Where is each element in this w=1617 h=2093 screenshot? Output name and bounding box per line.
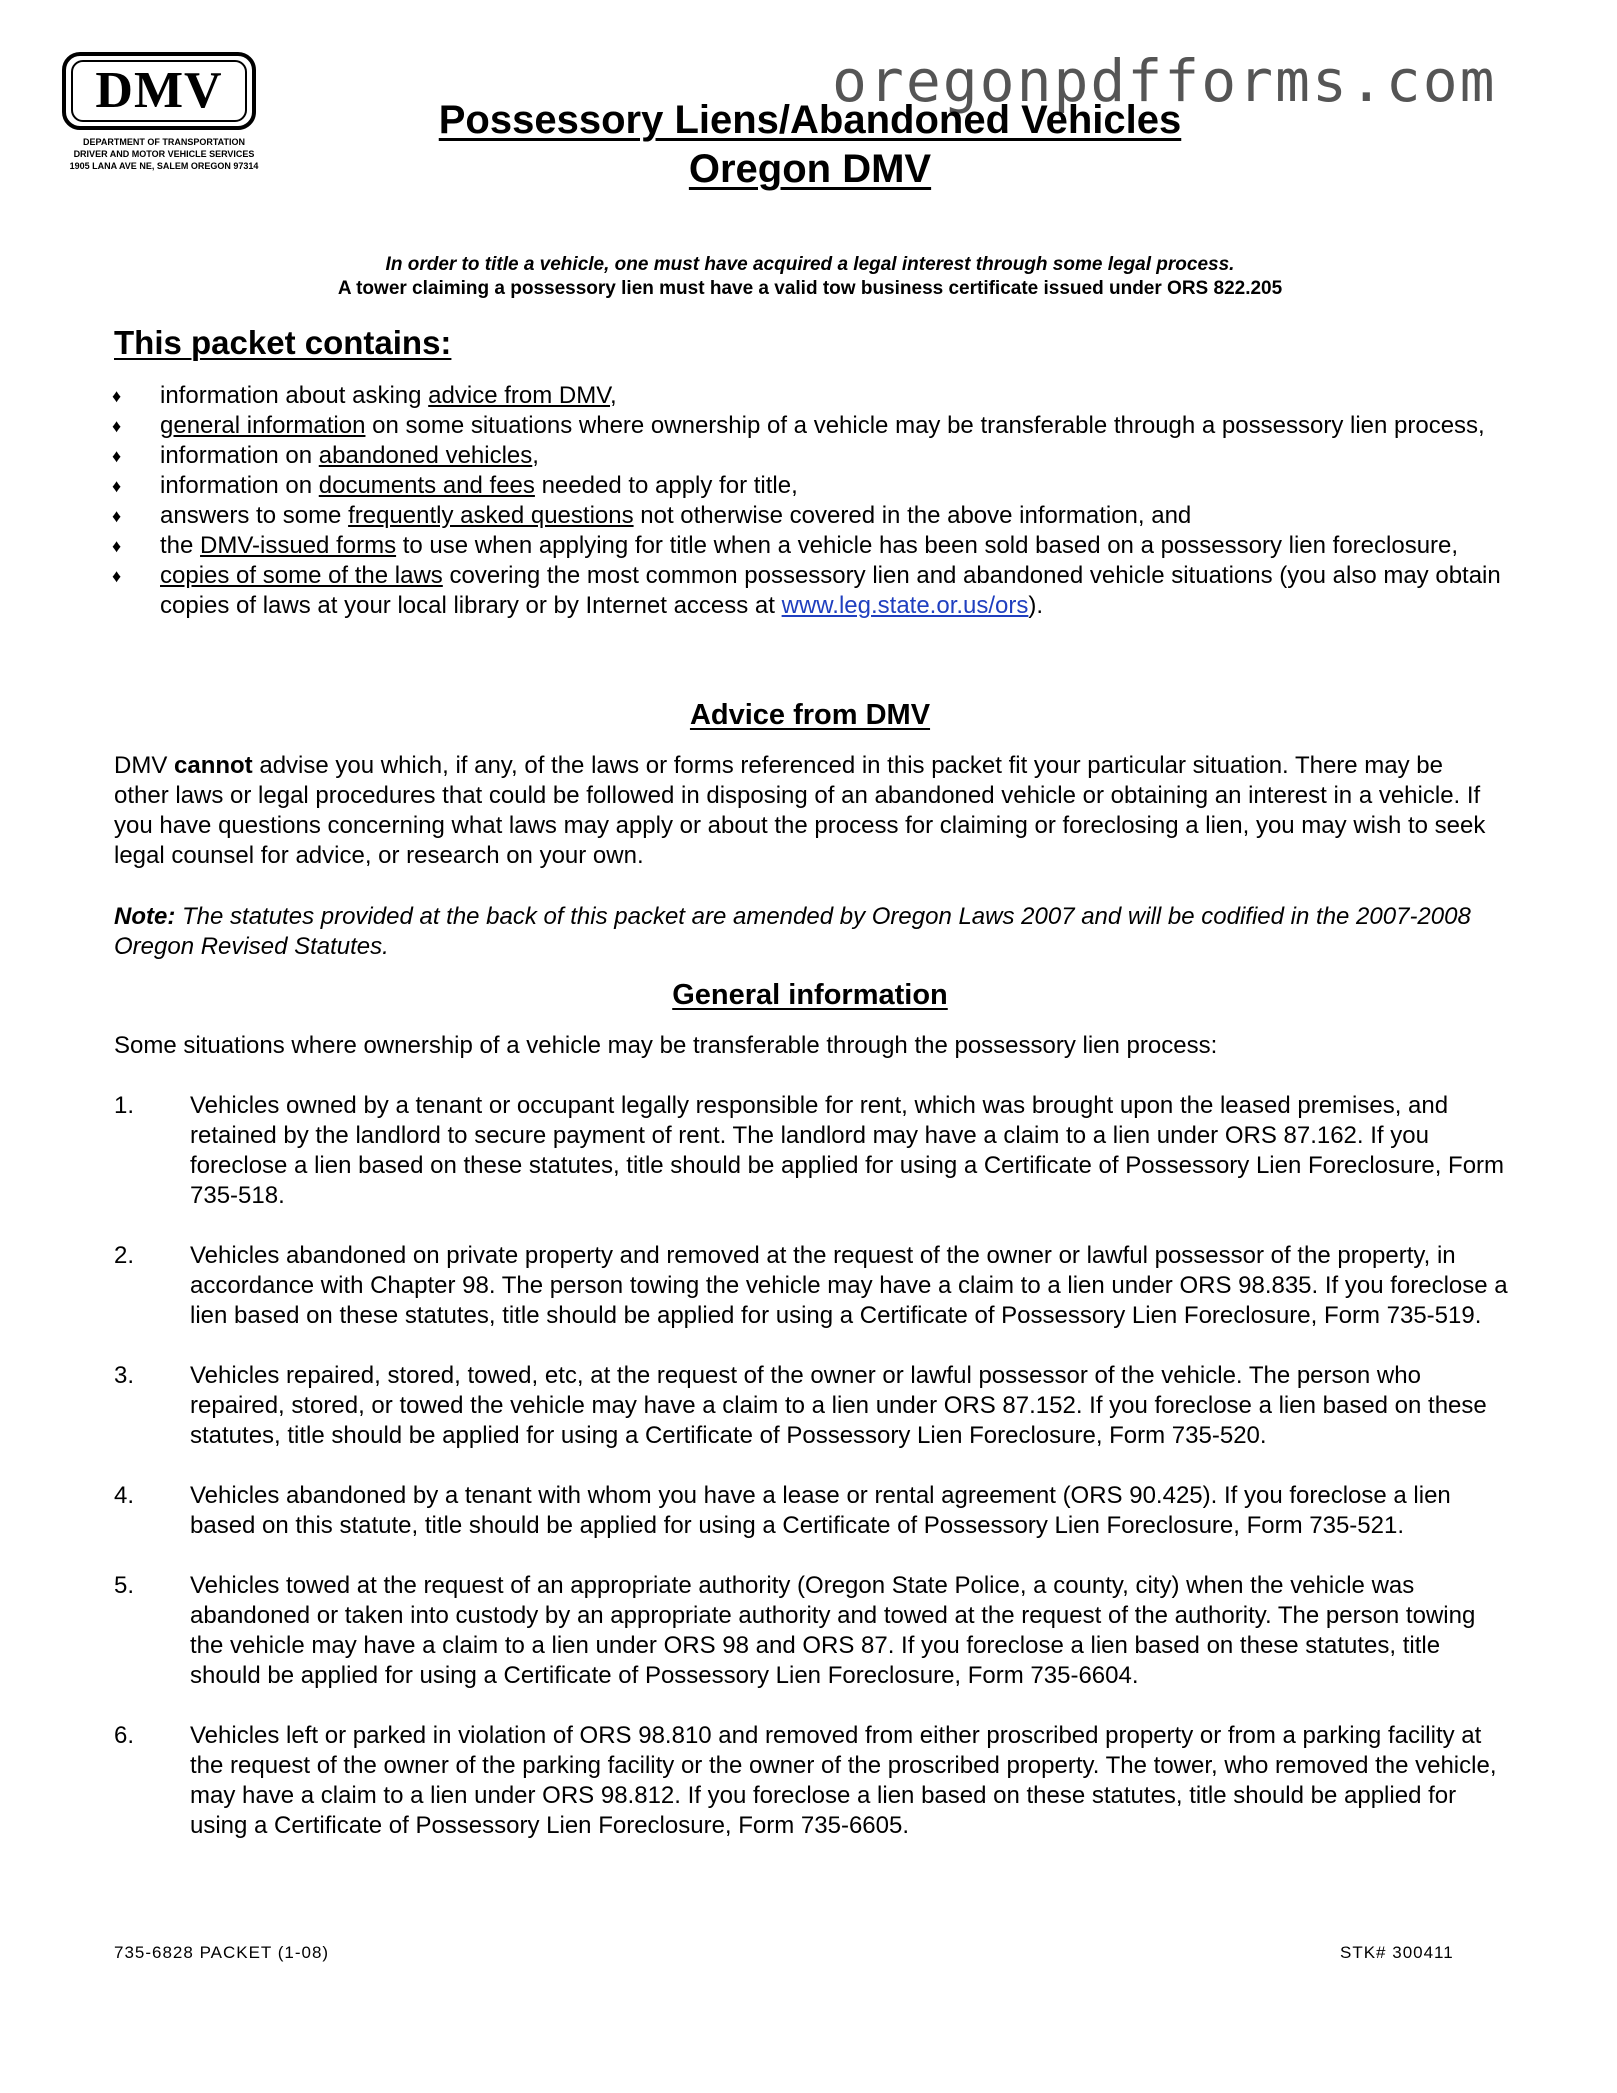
item-text: Vehicles left or parked in violation of ORS 98.810 and removed from either proscribed property or from a parking facility at the request of the owner of the parking facility or the owner of the proscribed property. The tower, who removed the vehicle, may have a claim to a lien under ORS 98.812. If you foreclose a lien based on these statutes, title should be applied for using a Certificate of Possessory Lien Foreclosure, Form 735-6605.	[190, 1722, 1497, 1839]
item-number: 4.	[114, 1482, 135, 1509]
item-text: Vehicles abandoned on private property and removed at the request of the owner or lawful possessor of the property, in accordance with Chapter 98. The person towing the vehicle may have a claim to a lien under ORS 98.835. If you foreclose a lien based on these statutes, title should be applied for using a Certificate of Possessory Lien Foreclosure, Form 735-519.	[190, 1242, 1508, 1329]
logo-line-3: 1905 LANA AVE NE, SALEM OREGON 97314	[69, 161, 259, 171]
advice-body: advise you which, if any, of the laws or forms referenced in this packet fit your particular situation. There may be other laws or legal procedures that could be followed in disposing of an abandoned vehicle or obtaining an interest in a vehicle. If you have questions concerning what laws may apply or about the process for claiming or foreclosing a lien, you may wish to seek legal counsel for advice, or research on your own.	[114, 752, 1486, 869]
item-text: information about asking	[160, 382, 429, 409]
advice-heading-text: Advice from DMV	[689, 699, 931, 731]
item-number: 6.	[114, 1722, 135, 1749]
general-heading-text: General information	[672, 979, 948, 1011]
item-text: information on	[160, 442, 319, 469]
item-text: ).	[1028, 592, 1044, 619]
stock-number: STK# 300411	[1340, 1943, 1454, 1962]
item-text: Vehicles repaired, stored, towed, etc, at the request of the owner or lawful possessor of the vehicle. The person who repaired, stored, or towed the vehicle may have a claim to a lien under ORS 87.152. If you foreclose a lien based on these statutes, title should be applied for using a Certificate of Possessory Lien Foreclosure, Form 735-520.	[190, 1362, 1487, 1449]
general-intro: Some situations where ownership of a vehicle may be transferable through the possessory lien process:	[114, 1032, 1218, 1059]
item-number: 2.	[114, 1242, 135, 1269]
item-text: ,	[610, 382, 617, 409]
logo-line-1: DEPARTMENT OF TRANSPORTATION	[83, 137, 245, 147]
item-number: 1.	[114, 1092, 135, 1119]
link-general-information[interactable]: general information	[160, 412, 366, 439]
item-text: the	[160, 532, 201, 559]
item-text: answers to some	[160, 502, 349, 529]
bullet-diamond-icon: ♦	[112, 566, 122, 586]
dmv-logo-text: DMV	[71, 60, 247, 122]
dmv-logo-badge	[62, 52, 256, 130]
situations-list	[114, 1091, 1514, 1871]
bullet-diamond-icon: ♦	[112, 386, 122, 406]
item-text: information on	[160, 472, 319, 499]
link-advice-from-dmv[interactable]: advice from DMV	[428, 382, 611, 409]
item-text: to use when applying for title when a vehicle has been sold based on a possessory lien foreclosure,	[396, 532, 1459, 559]
link-documents-and-fees[interactable]: documents and fees	[318, 472, 535, 499]
bullet-diamond-icon: ♦	[112, 506, 122, 526]
bullet-diamond-icon: ♦	[112, 416, 122, 436]
list-item	[112, 381, 1502, 411]
list-item	[114, 1571, 1514, 1691]
list-item	[114, 1721, 1514, 1841]
list-item	[114, 1481, 1514, 1541]
list-item	[114, 1241, 1514, 1331]
item-text: on some situations where ownership of a vehicle may be transferable through a possessory lien process,	[365, 412, 1485, 439]
page-title-line-1: Possessory Liens/Abandoned Vehicles	[438, 98, 1182, 142]
item-number: 5.	[114, 1572, 135, 1599]
intro-line-1: In order to title a vehicle, one must have acquired a legal interest through some legal process.	[385, 254, 1235, 275]
dmv-logo-caption	[48, 136, 280, 172]
item-text: ,	[532, 442, 539, 469]
list-item	[114, 1361, 1514, 1451]
item-text: not otherwise covered in the above information, and	[633, 502, 1192, 529]
note-label: Note:	[114, 903, 176, 930]
list-item	[112, 561, 1502, 621]
page-title-line-2: Oregon DMV	[688, 147, 932, 191]
bullet-diamond-icon: ♦	[112, 446, 122, 466]
packet-contents-list	[112, 381, 1502, 621]
note-body: The statutes provided at the back of this packet are amended by Oregon Laws 2007 and will be codified in the 2007-2008 Oregon Revised Statutes.	[114, 903, 1471, 960]
list-item	[114, 1091, 1514, 1211]
dmv-logo	[48, 52, 280, 172]
page-subtitle	[300, 145, 1320, 193]
advice-bold: cannot	[174, 752, 253, 779]
bullet-diamond-icon: ♦	[112, 536, 122, 556]
link-dmv-issued-forms[interactable]: DMV-issued forms	[200, 532, 397, 559]
item-text: Vehicles towed at the request of an appropriate authority (Oregon State Police, a county, city) when the vehicle was abandoned or taken into custody by an appropriate authority and towed at the request of the authority. The person towing the vehicle may have a claim to a lien under ORS 98 and ORS 87. If you foreclose a lien based on these statutes, title should be applied for using a Certificate of Possessory Lien Foreclosure, Form 735-6604.	[190, 1572, 1476, 1689]
link-frequently-asked-questions[interactable]: frequently asked questions	[348, 502, 634, 529]
list-item	[112, 411, 1502, 441]
bullet-diamond-icon: ♦	[112, 476, 122, 496]
list-item	[112, 531, 1502, 561]
item-text: covering the most common possessory lien and abandoned vehicle situations (you also may obtain copies of laws at your local library or by Internet access at	[160, 562, 1501, 619]
list-item	[112, 441, 1502, 471]
intro-line-2: A tower claiming a possessory lien must have a valid tow business certificate issued under ORS 822.205	[337, 278, 1283, 299]
advice-heading	[100, 697, 1520, 733]
logo-line-2: DRIVER AND MOTOR VEHICLE SERVICES	[73, 149, 255, 159]
advice-paragraph	[114, 751, 1504, 871]
advice-lead: DMV	[114, 752, 174, 779]
link-copies-of-laws[interactable]: copies of some of the laws	[160, 562, 443, 589]
link-leg-state-or-us[interactable]: www.leg.state.or.us/ors	[781, 592, 1029, 619]
item-number: 3.	[114, 1362, 135, 1389]
item-text: Vehicles abandoned by a tenant with whom you have a lease or rental agreement (ORS 90.425). If you foreclose a lien based on this statute, title should be applied for using a Certificate of Possessory Lien Foreclosure, Form 735-521.	[190, 1482, 1451, 1539]
list-item	[112, 501, 1502, 531]
general-heading	[100, 977, 1520, 1013]
list-item	[112, 471, 1502, 501]
watermark: oregonpdfforms.com	[832, 47, 1497, 115]
item-text: Vehicles owned by a tenant or occupant legally responsible for rent, which was brought upon the leased premises, and retained by the landlord to secure payment of rent. The landlord may have a claim to a lien under ORS 87.162. If you foreclose a lien based on these statutes, title should be applied for using a Certificate of Possessory Lien Foreclosure, Form 735-518.	[190, 1092, 1505, 1209]
item-text: needed to apply for title,	[534, 472, 798, 499]
packet-contains-heading: This packet contains:	[114, 324, 452, 361]
link-abandoned-vehicles[interactable]: abandoned vehicles	[318, 442, 533, 469]
page-title	[300, 96, 1320, 144]
note-paragraph	[114, 902, 1504, 962]
form-number: 735-6828 PACKET (1-08)	[114, 1943, 330, 1962]
